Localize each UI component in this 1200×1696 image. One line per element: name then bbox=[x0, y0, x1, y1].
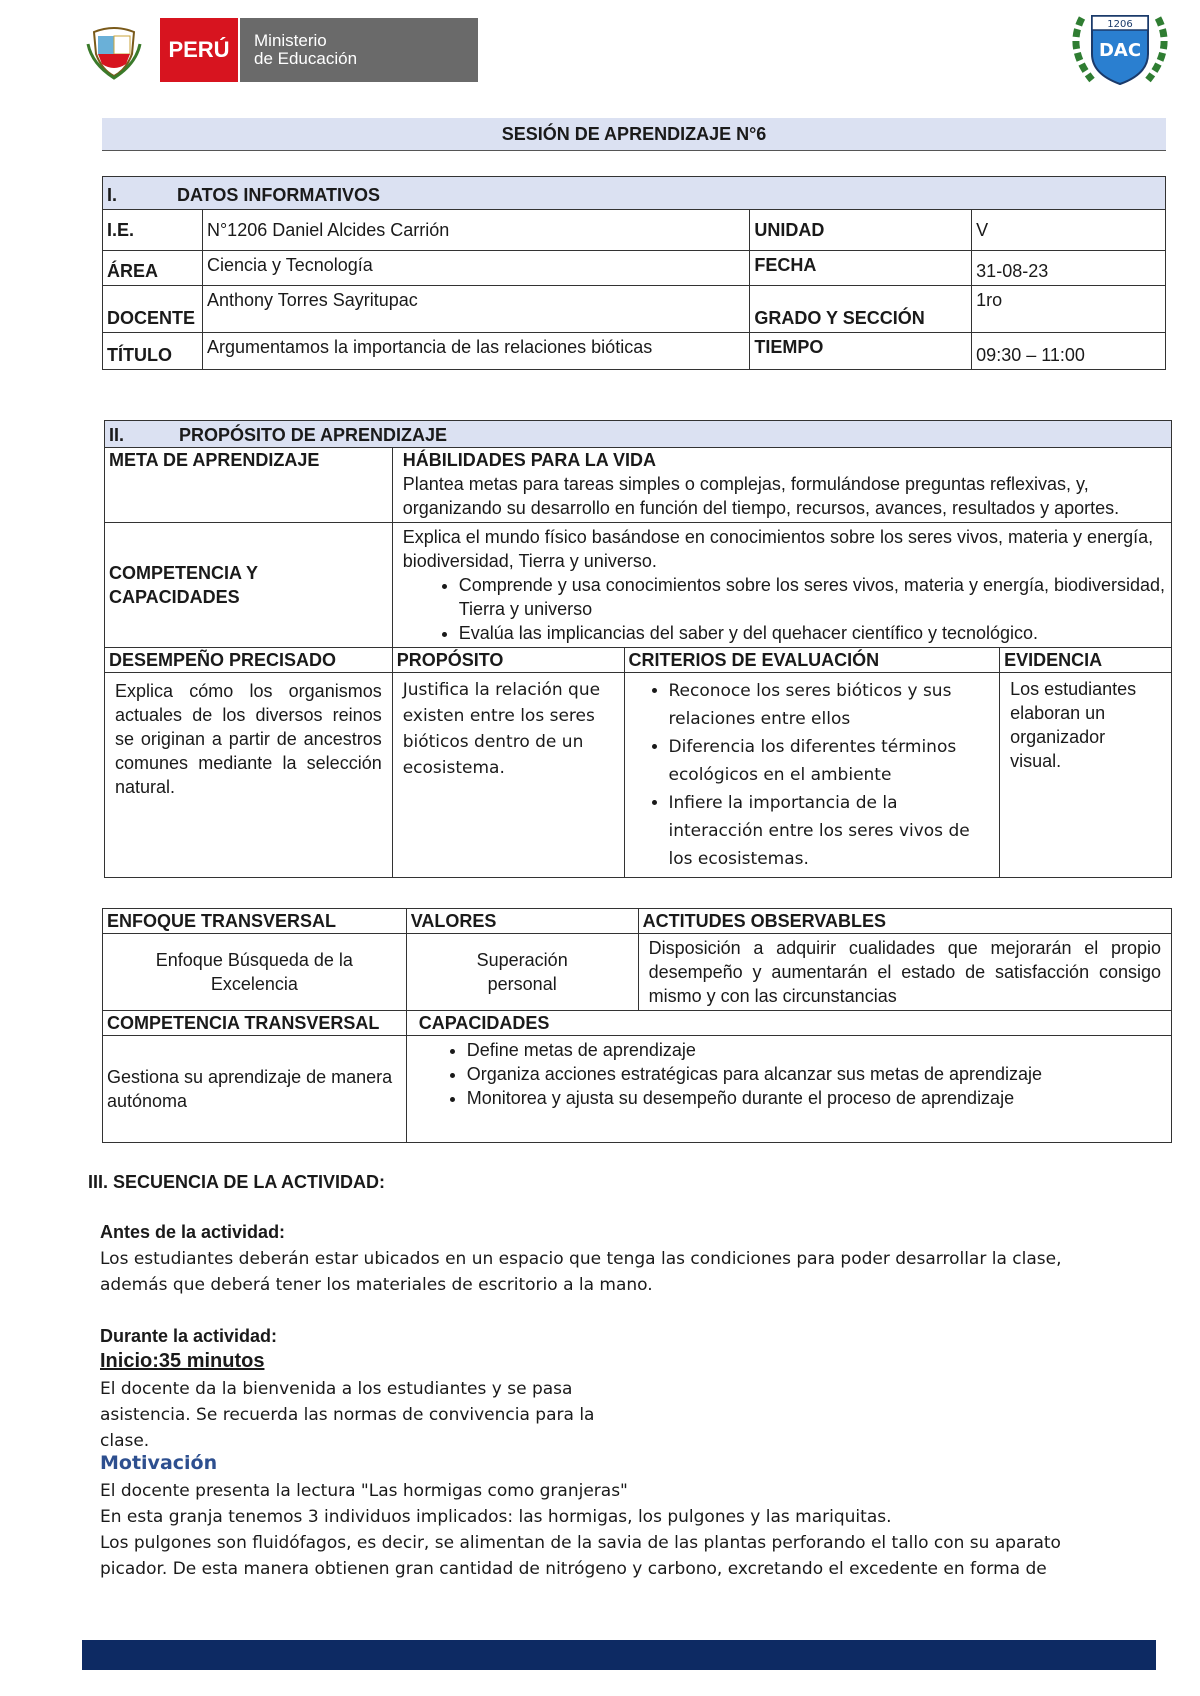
list-item: • Reconoce los seres bióticos y sus relaciones entre ellos bbox=[669, 677, 996, 733]
datos-informativos-table bbox=[102, 176, 1166, 370]
ministry-logo bbox=[240, 18, 478, 82]
grado-label: GRADO Y SECCIÓN bbox=[750, 286, 972, 333]
competencia-transversal-text: Gestiona su aprendizaje de manera autónoma bbox=[103, 1036, 407, 1143]
capacidades-header: CAPACIDADES bbox=[406, 1011, 1171, 1036]
tiempo-label: TIEMPO bbox=[750, 333, 972, 370]
desempeno-header: DESEMPEÑO PRECISADO bbox=[105, 648, 393, 673]
section1-heading-row bbox=[103, 177, 1166, 210]
table-row bbox=[103, 286, 1166, 333]
peru-coat-of-arms-icon bbox=[86, 24, 142, 80]
fecha-label: FECHA bbox=[750, 251, 972, 286]
ie-value: N°1206 Daniel Alcides Carrión bbox=[202, 210, 749, 251]
list-item: • Organiza acciones estratégicas para alcanzar sus metas de aprendizaje bbox=[467, 1062, 1167, 1086]
durante-title: Durante la actividad: bbox=[100, 1326, 278, 1346]
ie-label: I.E. bbox=[103, 210, 203, 251]
area-label: ÁREA bbox=[103, 251, 203, 286]
inicio-title: Inicio:35 minutos bbox=[100, 1350, 265, 1372]
motivacion-line-3: Los pulgones son fluidófagos, es decir, se alimentan de la savia de las plantas perforando el tallo con su aparato picador. De esta manera obtienen gran cantidad de nitrógeno y carbono, excretando el excedente en forma de bbox=[100, 1533, 1061, 1579]
column-header-row bbox=[103, 1011, 1172, 1036]
unidad-label: UNIDAD bbox=[750, 210, 972, 251]
unidad-value: V bbox=[972, 210, 1166, 251]
actitudes-text: Disposición a adquirir cualidades que mejorarán el propio desempeño y aumentarán el estado de satisfacción consigo mismo y con las circunstancias bbox=[638, 934, 1171, 1011]
section1-num: I. bbox=[107, 185, 118, 205]
inicio-text: El docente da la bienvenida a los estudiantes y se pasa asistencia. Se recuerda las normas de convivencia para la clase. bbox=[100, 1379, 595, 1451]
motivacion-title: Motivación bbox=[100, 1452, 218, 1474]
criterios-header: CRITERIOS DE EVALUACIÓN bbox=[624, 648, 1000, 673]
habilidades-title: HÁBILIDADES PARA LA VIDA bbox=[402, 450, 657, 470]
actitudes-header: ACTITUDES OBSERVABLES bbox=[638, 909, 1171, 934]
antes-text: Los estudiantes deberán estar ubicados en un espacio que tenga las condiciones para poder desarrollar la clase, además que deberá tener los materiales de escritorio a la mano. bbox=[100, 1249, 1062, 1295]
proposito-table bbox=[104, 420, 1172, 878]
school-crest-icon bbox=[1062, 8, 1178, 90]
valores-header: VALORES bbox=[406, 909, 638, 934]
competencia-label: COMPETENCIA Y CAPACIDADES bbox=[105, 523, 393, 648]
capacidades-transversal-list bbox=[411, 1038, 1167, 1110]
list-item: • Define metas de aprendizaje bbox=[467, 1038, 1167, 1062]
table-row bbox=[105, 448, 1172, 523]
table-row bbox=[103, 1036, 1172, 1143]
capacidades-list bbox=[403, 573, 1167, 645]
school-logo-text: DAC bbox=[1098, 40, 1142, 61]
session-title: SESIÓN DE APRENDIZAJE N°6 bbox=[102, 118, 1166, 151]
section1-heading: DATOS INFORMATIVOS bbox=[177, 185, 381, 205]
section2-heading-row bbox=[105, 421, 1172, 448]
ministry-line2: de Educación bbox=[254, 49, 358, 68]
habilidades-text: Plantea metas para tareas simples o complejas, formulándose preguntas reflexivas, y, organizando su desarrollo en función del tiempo, recursos, avances, resultados y aportes. bbox=[402, 474, 1120, 518]
table-row bbox=[103, 333, 1166, 370]
list-item: • Evalúa las implicancias del saber y del quehacer científico y tecnológico. bbox=[459, 621, 1167, 645]
footer-bar bbox=[82, 1640, 1156, 1670]
docente-label: DOCENTE bbox=[103, 286, 203, 333]
table-row bbox=[105, 673, 1172, 878]
competencia-transversal-header: COMPETENCIA TRANSVERSAL bbox=[103, 1011, 407, 1036]
list-item: • Monitorea y ajusta su desempeño durante el proceso de aprendizaje bbox=[467, 1086, 1167, 1110]
section2-heading: PROPÓSITO DE APRENDIZAJE bbox=[179, 425, 448, 445]
titulo-label: TÍTULO bbox=[103, 333, 203, 370]
section2-num: II. bbox=[109, 425, 125, 445]
valores-text: Superación personal bbox=[406, 934, 638, 1011]
section3-heading: III. SECUENCIA DE LA ACTIVIDAD: bbox=[88, 1172, 386, 1192]
table-row bbox=[103, 251, 1166, 286]
table-row bbox=[103, 210, 1166, 251]
enfoque-header: ENFOQUE TRANSVERSAL bbox=[103, 909, 407, 934]
meta-label: META DE APRENDIZAJE bbox=[105, 448, 393, 523]
tiempo-value: 09:30 – 11:00 bbox=[972, 333, 1166, 370]
antes-title: Antes de la actividad: bbox=[100, 1222, 286, 1242]
list-item: • Diferencia los diferentes términos ecológicos en el ambiente bbox=[669, 733, 996, 789]
competencia-text: Explica el mundo físico basándose en conocimientos sobre los seres vivos, materia y energía, biodiversidad, Tierra y universo. bbox=[402, 527, 1154, 571]
proposito-header: PROPÓSITO bbox=[392, 648, 624, 673]
ministry-line1: Ministerio bbox=[254, 31, 327, 50]
transversal-table bbox=[102, 908, 1172, 1143]
column-header-row bbox=[103, 909, 1172, 934]
evidencia-header: EVIDENCIA bbox=[1000, 648, 1172, 673]
peru-logo: PERÚ bbox=[160, 18, 238, 82]
area-value: Ciencia y Tecnología bbox=[202, 251, 749, 286]
fecha-value: 31-08-23 bbox=[972, 251, 1166, 286]
titulo-value: Argumentamos la importancia de las relaciones bióticas bbox=[202, 333, 749, 370]
table-row bbox=[103, 934, 1172, 1011]
criterios-list bbox=[629, 677, 996, 873]
desempeno-text: Explica cómo los organismos actuales de los diversos reinos se originan a partir de ancestros comunes mediante la selección natural. bbox=[105, 673, 393, 878]
enfoque-text: Enfoque Búsqueda de la Excelencia bbox=[103, 934, 407, 1011]
motivacion-line-2: En esta granja tenemos 3 individuos implicados: las hormigas, los pulgones y las mariquitas. bbox=[100, 1507, 892, 1527]
list-item: • Infiere la importancia de la interacción entre los seres vivos de los ecosistemas. bbox=[669, 789, 996, 873]
docente-value: Anthony Torres Sayritupac bbox=[202, 286, 749, 333]
column-header-row bbox=[105, 648, 1172, 673]
table-row bbox=[105, 523, 1172, 648]
school-logo-number: 1206 bbox=[1107, 19, 1133, 30]
evidencia-text: Los estudiantes elaboran un organizador visual. bbox=[1000, 673, 1172, 878]
list-item: • Comprende y usa conocimientos sobre los seres vivos, materia y energía, biodiversidad, Tierra y universo bbox=[459, 573, 1167, 621]
grado-value: 1ro bbox=[972, 286, 1166, 333]
proposito-text: Justifica la relación que existen entre los seres bióticos dentro de un ecosistema. bbox=[392, 673, 624, 878]
motivacion-line-1: El docente presenta la lectura "Las hormigas como granjeras" bbox=[100, 1481, 628, 1501]
